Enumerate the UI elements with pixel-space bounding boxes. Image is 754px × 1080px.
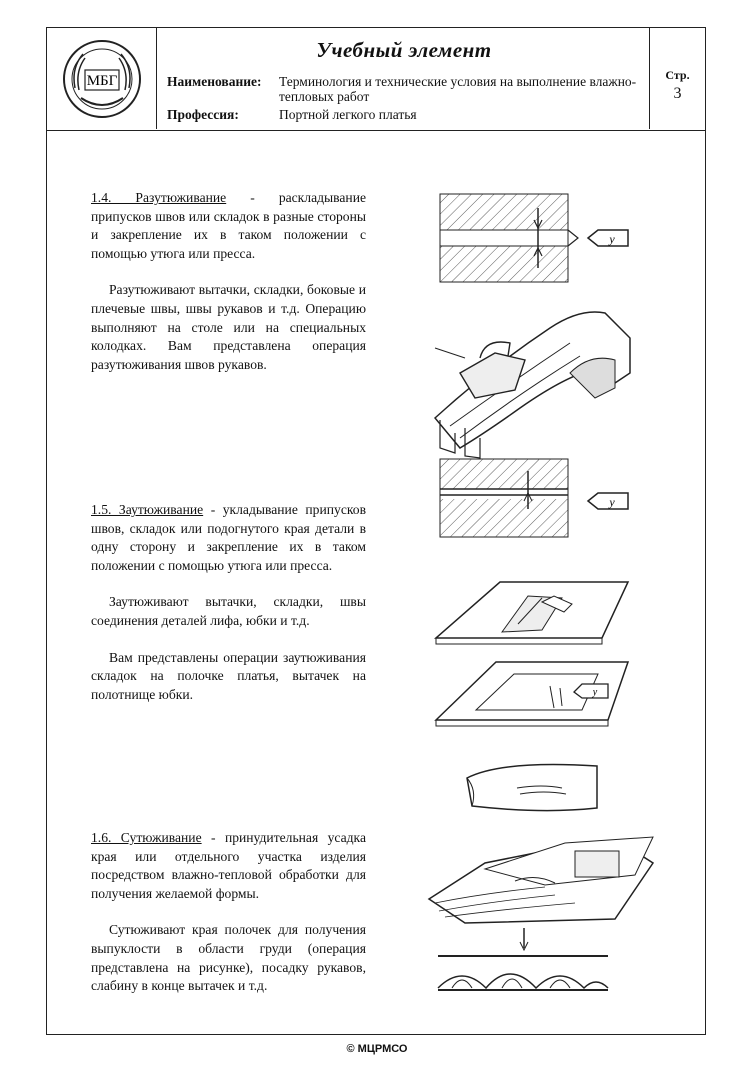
name-label: Наименование: (167, 74, 262, 89)
term-heading: 1.5. Заутюживание (91, 502, 204, 517)
profession-label: Профессия: (167, 107, 239, 122)
sleeve-pressing-figure (430, 298, 640, 463)
iron-tag-label: у (609, 232, 615, 246)
paragraph: Разутюживают вытачки, складки, боковые и плечевые швы, швы рукавов и т.д. Операцию выполняют на столе или на специальных колодках. Вам представлена операция разутюживания швов рукавов. (91, 282, 366, 372)
section-zautyuzhivanie (91, 501, 366, 704)
shrinking-diagram-figure (432, 926, 612, 996)
page-frame (46, 27, 706, 1035)
logo-text: МБГ (86, 73, 118, 89)
paragraph: Заутюживают вытачки, складки, швы соединения деталей лифа, юбки и т.д. (91, 594, 366, 628)
page-title: Учебный элемент (316, 38, 492, 62)
page-number-cell (649, 28, 705, 129)
shrinking-figure (425, 823, 657, 925)
name-value: Терминология и технические условия на выполнение влажно-тепловых работ (279, 74, 637, 104)
profession-value: Портной легкого платья (279, 107, 417, 122)
term-heading: 1.4. Разутюживание (91, 190, 227, 205)
seam-pressed-side-figure (432, 453, 632, 553)
page-label: Стр. (665, 68, 690, 82)
section-sutyuzhivanie (91, 829, 366, 996)
dart-pressing-figure (432, 658, 632, 728)
term-heading: 1.6. Сутюживание (91, 830, 202, 845)
seam-pressed-open-figure (432, 188, 632, 288)
term-definition: - укладывание припусков швов, складок или подогнутого края детали в одну сторону и закрепление их в таком положении с помощью утюга или пресса. (91, 502, 366, 573)
mbg-logo (61, 38, 143, 120)
term-definition: - раскладывание припусков швов или складок в разные стороны и закрепление их в таком положении с помощью утюга или пресса. (91, 190, 367, 261)
copyright-footer: © МЦРМСО (346, 1043, 408, 1055)
logo-cell (47, 28, 157, 129)
shaped-piece-figure (462, 758, 612, 818)
section-razutyuzhivanie (91, 189, 366, 374)
page-number: 3 (673, 85, 682, 102)
paragraph: Вам представлены операции заутюживания складок на полочке платья, вытачек на полотнище юбки. (91, 649, 366, 702)
paragraph: Сутюживают края полочек для получения выпуклости в области груди (операция представлена на рисунке), посадку рукавов, слабину в конце вытачек и т.д. (91, 922, 366, 994)
term-definition: - принудительная усадка края или отдельного участка изделия посредством влажно-тепловой обработки для получения желаемой формы. (91, 830, 366, 901)
iron-tag-label: у (592, 687, 598, 698)
fold-pressing-figure (432, 576, 632, 648)
document-header (47, 28, 705, 131)
iron-tag-label: у (609, 495, 615, 509)
